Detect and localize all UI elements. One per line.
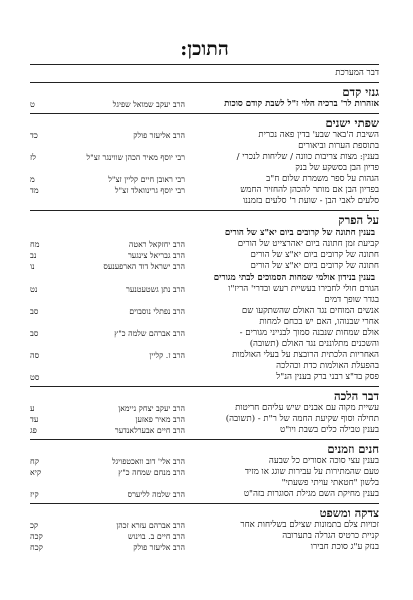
entry-topic-line: טעם שהמתירות על עבירות שוגג או מזיד <box>244 467 379 477</box>
entry-topic <box>185 250 379 261</box>
entry-page-number: מד <box>30 186 39 195</box>
entry-topic-line: חתונה של קרובים ביום יא"צ של הורים <box>250 261 379 271</box>
entry-author: הרב מנחם שמחה כ"ץ <box>118 468 185 477</box>
entry-topic-line: השיבת ה'באר שבע' בדין פאה נכרית <box>258 130 379 140</box>
toc-entry[interactable] <box>30 456 379 467</box>
entry-page-number: קיז <box>30 490 39 499</box>
entry-page-number: מ <box>30 175 35 184</box>
entry-topic <box>185 328 379 350</box>
toc-entry[interactable] <box>30 328 379 350</box>
entry-author: הרב חיים אבערלאנדער <box>114 426 185 435</box>
toc-entry[interactable] <box>30 403 379 414</box>
section-heading: גנזי קדם <box>30 82 379 99</box>
entry-topic-line: אולם שמחות שנבנה סמוך לבנייני מגורים - <box>239 328 379 338</box>
entry-page-number: ע <box>30 404 35 413</box>
entry-page-number: נט <box>30 285 38 294</box>
entry-topic-line: עשיית מקוה עם אבנים שיש עליהם חריטות <box>235 403 379 413</box>
entry-topic <box>185 239 379 250</box>
entry-author: רבי ראובן חיים קליין זצ"ל <box>108 175 185 184</box>
entry-page-number: ט <box>30 100 35 109</box>
toc-entry[interactable] <box>30 531 379 542</box>
entry-topic <box>185 99 379 110</box>
entry-author: הרב גבריאל צינגער <box>127 251 185 260</box>
entry-topic-line: זכויות צלם בתמונות שצילם בשליחות אחר <box>240 520 379 530</box>
entry-author: רבי יוסף גרינוואלד זצ"ל <box>114 186 185 195</box>
entry-topic-line: אזהרות לר' ברכיה הלוי ז"ל לשבת קודם סוכות <box>224 99 379 109</box>
entry-topic-line: דבר המערכת <box>335 68 379 78</box>
toc-entry[interactable] <box>30 520 379 531</box>
entry-topic-line: האחריות הלכתית הרובצת על בעלי האולמות <box>232 350 379 360</box>
entry-page-number: סט <box>30 373 40 382</box>
entry-topic-line: בענין עצי סוכה אסורים כל שבעה <box>268 456 379 466</box>
entry-topic <box>185 68 379 79</box>
entry-author: הרב אברהם עזרא זכהן <box>116 521 185 530</box>
entry-topic <box>185 542 379 553</box>
entry-topic-line: בתוספת הערות וביאורים <box>298 141 379 151</box>
toc-entry[interactable] <box>30 425 379 436</box>
toc-section <box>30 68 379 79</box>
entry-page-number: כד <box>30 131 38 140</box>
toc-section <box>30 503 379 553</box>
entry-topic <box>185 152 379 174</box>
entry-page-number: פג <box>30 426 37 435</box>
toc-section <box>30 210 379 272</box>
entry-topic-line: פדיון הבן בסשקע של בנק <box>295 163 379 173</box>
toc-entry[interactable] <box>30 542 379 553</box>
entry-author: הרב אליעזר פולק <box>133 543 185 552</box>
toc-entry[interactable] <box>30 284 379 306</box>
section-subheading: בענין חתונה של קרובים ביום יא"צ של הורים <box>224 228 375 238</box>
toc-section <box>30 113 379 207</box>
entry-topic-line: אנשים המוחים נגד האולם שהשתקעו שם <box>241 306 379 316</box>
entry-topic <box>185 372 379 383</box>
toc-entry[interactable] <box>30 68 379 79</box>
entry-topic <box>185 306 379 328</box>
entry-topic-line: בלשון "חטאתי עויתי פשעתי" <box>281 478 379 488</box>
section-heading: דבר הלכה <box>30 386 379 403</box>
entry-author: הרב אברהם שלמה כ"ץ <box>114 329 185 338</box>
entry-topic-line: בפדיון הבן אם מותר להכהן להחזיר החמש <box>240 185 379 195</box>
toc-entry[interactable] <box>30 489 379 500</box>
entry-topic <box>185 489 379 500</box>
entry-topic <box>185 456 379 467</box>
entry-page-number: סה <box>30 351 40 360</box>
entry-topic <box>185 531 379 542</box>
entry-topic <box>185 425 379 436</box>
toc-entry[interactable] <box>30 250 379 261</box>
entry-author: הרב יחזקאל ראטה <box>128 240 185 249</box>
entry-topic <box>185 261 379 272</box>
section-subheading: בענין בנידון אולמי שמחות הסמוכים לבתי מגורים <box>213 273 375 283</box>
toc-entry[interactable] <box>30 185 379 207</box>
page-title: התוכן: <box>180 38 229 60</box>
entry-topic <box>185 467 379 489</box>
entry-author: רבי יוסף מאיר הכהן שווינגר זצ"ל <box>86 153 185 162</box>
entry-topic-line: בענין: מצות צריבות כוונה / שליחות לנכרי / <box>236 152 379 162</box>
entry-topic-line: והשכנים מתלוננים נגד האולם (תשובה) <box>249 339 379 349</box>
toc-section <box>30 272 379 383</box>
toc-entry[interactable] <box>30 467 379 489</box>
toc-section <box>30 386 379 436</box>
entry-page-number: קח <box>30 457 40 466</box>
entry-topic-line: בנזק ע"ג סוכת חבירו <box>310 542 379 552</box>
entry-topic <box>185 403 379 414</box>
entry-topic <box>185 284 379 306</box>
entry-topic-line: בגדר שופך דמים <box>324 295 379 305</box>
entry-page-number: נב <box>30 251 37 260</box>
entry-page-number: קיא <box>30 468 42 477</box>
entry-topic <box>185 520 379 531</box>
entry-author: הרב יעקב יצחק ניימאן <box>118 404 185 413</box>
entry-author: הרב ישראל דוד הארפענעס <box>103 262 185 271</box>
entry-page-number: מח <box>30 240 40 249</box>
entry-page-number: קכה <box>30 532 43 541</box>
entry-topic-line: קניית כרטיס הגרלה בתערובה <box>282 531 379 541</box>
entry-author: הרב חיים ב. בוינוש <box>127 532 185 541</box>
entry-author: הרב אלי' דוב וואכטפויגל <box>111 457 185 466</box>
entry-author: הרב אליעזר פולק <box>133 131 185 140</box>
toc-entry[interactable] <box>30 350 379 372</box>
toc-entry[interactable] <box>30 99 379 110</box>
toc-entry[interactable] <box>30 152 379 174</box>
entry-page-number: עד <box>30 415 39 424</box>
entry-topic-line: פסק בד"צ רבני ברק בענין הנ"ל <box>276 372 379 382</box>
entry-page-number: סב <box>30 329 39 338</box>
entry-topic <box>185 350 379 372</box>
toc-entry[interactable] <box>30 414 379 425</box>
toc-entry[interactable] <box>30 239 379 250</box>
toc-section <box>30 82 379 110</box>
entry-topic <box>185 130 379 152</box>
entry-topic <box>185 185 379 207</box>
entry-author: הרב שלמה לליערס <box>127 490 185 499</box>
entry-page-number: סב <box>30 307 39 316</box>
entry-topic <box>185 174 379 185</box>
entry-author: הרב ז. קליין <box>149 351 185 360</box>
entry-author: הרב נתן גשטעטנער <box>125 285 185 294</box>
toc-list <box>30 68 379 553</box>
toc-entry[interactable] <box>30 174 379 185</box>
entry-page-number: קכח <box>30 543 43 552</box>
entry-author: הרב נפתלי נוסבוים <box>129 307 185 316</box>
entry-page-number: קכ <box>30 521 39 530</box>
entry-topic-line: בענין טבילה כלים בשבת ויו"ט <box>280 425 379 435</box>
section-heading: על הפרק <box>30 210 379 227</box>
entry-page-number: לז <box>30 153 36 162</box>
section-heading: חנים וזמנים <box>30 439 379 456</box>
section-heading: צדקה ומשפט <box>30 503 379 520</box>
entry-topic-line: הגורם חולי לחבירו בעשיית רעש ובדרי' הריז"ו <box>228 284 379 294</box>
entry-topic-line: קביעת זמן חתונה ביום יאהרצייט של הורים <box>237 239 379 249</box>
toc-entry[interactable] <box>30 306 379 328</box>
toc-entry[interactable] <box>30 372 379 383</box>
entry-topic-line: תחילה וסוף שקיעת החמה של ר"ת - (תשובה) <box>225 414 379 424</box>
entry-author: הרב יעקב שמואל שפיגל <box>112 100 185 109</box>
toc-entry[interactable] <box>30 130 379 152</box>
entry-topic-line: אחרי שבנוהו, האם יש בכחם למחות <box>259 317 379 327</box>
toc-entry[interactable] <box>30 261 379 272</box>
entry-topic-line: הגהות על ספר משמרת שלום ח"ב <box>266 174 379 184</box>
entry-topic-line: בהפעלת האולמות כדת וכהלכה <box>276 361 379 371</box>
entry-topic <box>185 414 379 425</box>
entry-topic-line: סלעים לאבי הבן - שועת ר' סלעים בזמננו <box>242 196 379 206</box>
title-divider <box>30 64 379 65</box>
toc-section <box>30 439 379 500</box>
entry-topic-line: בענין מחיקת השם מגילת הסוגרות בזה"ט <box>243 489 379 499</box>
section-heading: שפתי ישנים <box>30 113 379 130</box>
entry-page-number: נו <box>30 262 35 271</box>
entry-topic-line: חתונה של קרובים ביום יא"צ של הורים <box>250 250 379 260</box>
entry-author: הרב מאיר פאזען <box>135 415 185 424</box>
